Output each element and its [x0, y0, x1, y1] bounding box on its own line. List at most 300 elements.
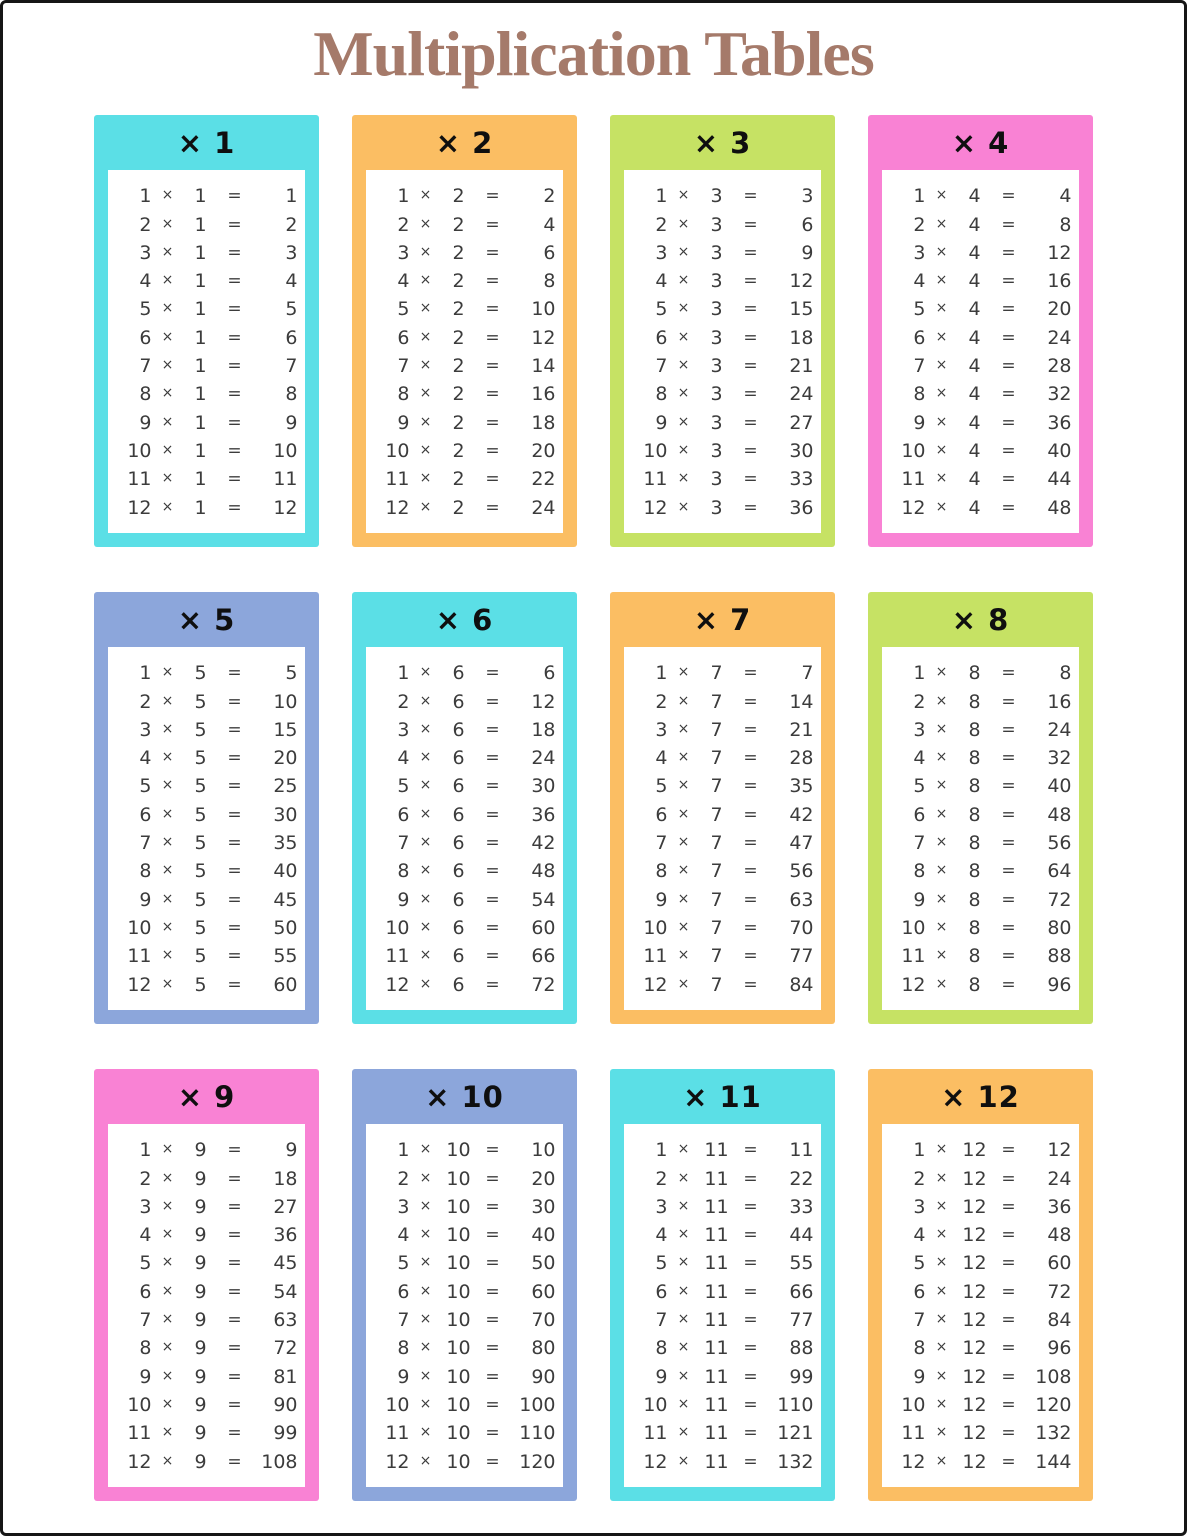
multiplicand: 11	[901, 945, 926, 968]
equation-row	[882, 324, 1079, 352]
multiplier: 7	[710, 747, 723, 770]
equation-row	[624, 437, 821, 465]
multiplier: 2	[452, 213, 465, 236]
multiplier: 7	[710, 860, 723, 883]
table-card-x4	[868, 115, 1093, 547]
times-symbol: ×	[935, 328, 948, 345]
card-panel	[624, 1124, 821, 1487]
times-symbol: ×	[161, 300, 174, 317]
equation-row	[366, 716, 563, 744]
equals-symbol: =	[1001, 691, 1016, 712]
multiplier: 12	[962, 1337, 987, 1360]
product: 132	[1035, 1422, 1072, 1445]
multiplicand: 1	[397, 1139, 410, 1162]
equation-row	[882, 772, 1079, 800]
product: 28	[1047, 355, 1072, 378]
product: 9	[285, 1139, 298, 1162]
multiplier: 3	[710, 213, 723, 236]
equation-row	[108, 295, 305, 323]
multiplicand: 12	[643, 1450, 668, 1473]
product: 35	[273, 832, 298, 855]
equation-row	[624, 1249, 821, 1277]
equals-symbol: =	[227, 412, 242, 433]
product: 84	[1047, 1309, 1072, 1332]
multiplicand: 2	[139, 1167, 152, 1190]
multiplicand: 5	[397, 775, 410, 798]
product: 12	[789, 270, 814, 293]
equals-symbol: =	[485, 1253, 500, 1274]
times-symbol: ×	[161, 1226, 174, 1243]
multiplier: 1	[194, 355, 207, 378]
product: 40	[273, 860, 298, 883]
multiplicand: 10	[127, 916, 152, 939]
equation-row	[108, 437, 305, 465]
times-symbol: ×	[419, 918, 432, 935]
multiplicand: 2	[139, 213, 152, 236]
multiplier: 2	[452, 439, 465, 462]
equation-row	[624, 182, 821, 210]
product: 21	[789, 718, 814, 741]
multiplier: 10	[446, 1167, 471, 1190]
multiplier: 4	[968, 411, 981, 434]
product: 20	[531, 439, 556, 462]
product: 20	[531, 1167, 556, 1190]
card-title: × 8	[951, 602, 1010, 637]
equation-row	[624, 1193, 821, 1221]
equation-row	[624, 829, 821, 857]
multiplicand: 4	[655, 747, 668, 770]
times-symbol: ×	[677, 300, 690, 317]
product: 30	[531, 1195, 556, 1218]
equation-row	[624, 324, 821, 352]
equals-symbol: =	[743, 412, 758, 433]
equals-symbol: =	[743, 1253, 758, 1274]
equation-row	[882, 687, 1079, 715]
times-symbol: ×	[161, 834, 174, 851]
equals-symbol: =	[485, 440, 500, 461]
product: 30	[531, 775, 556, 798]
multiplicand: 5	[397, 1252, 410, 1275]
equation-row	[108, 1278, 305, 1306]
multiplier: 9	[194, 1309, 207, 1332]
times-symbol: ×	[935, 357, 948, 374]
product: 47	[789, 832, 814, 855]
product: 4	[285, 270, 298, 293]
equals-symbol: =	[743, 1281, 758, 1302]
equals-symbol: =	[743, 946, 758, 967]
multiplicand: 5	[139, 775, 152, 798]
multiplier: 8	[968, 718, 981, 741]
multiplier: 12	[962, 1309, 987, 1332]
equals-symbol: =	[1001, 186, 1016, 207]
product: 45	[273, 888, 298, 911]
multiplier: 4	[968, 213, 981, 236]
product: 15	[273, 718, 298, 741]
equals-symbol: =	[743, 974, 758, 995]
multiplicand: 6	[397, 803, 410, 826]
times-symbol: ×	[419, 272, 432, 289]
times-symbol: ×	[161, 890, 174, 907]
times-symbol: ×	[935, 1367, 948, 1384]
equals-symbol: =	[1001, 1310, 1016, 1331]
equation-row	[108, 716, 305, 744]
times-symbol: ×	[677, 413, 690, 430]
product: 16	[531, 383, 556, 406]
product: 30	[273, 803, 298, 826]
equation-row	[624, 210, 821, 238]
equation-row	[624, 1419, 821, 1447]
multiplier: 6	[452, 775, 465, 798]
multiplicand: 4	[139, 1224, 152, 1247]
equation-row	[624, 687, 821, 715]
table-card-x3	[610, 115, 835, 547]
equation-row	[882, 970, 1079, 998]
equals-symbol: =	[485, 412, 500, 433]
multiplier: 4	[968, 355, 981, 378]
equation-row	[366, 1306, 563, 1334]
multiplier: 6	[452, 662, 465, 685]
equation-row	[882, 801, 1079, 829]
times-symbol: ×	[419, 834, 432, 851]
multiplier: 5	[194, 916, 207, 939]
times-symbol: ×	[677, 1254, 690, 1271]
product: 121	[777, 1422, 814, 1445]
product: 11	[273, 468, 298, 491]
product: 45	[273, 1252, 298, 1275]
equals-symbol: =	[227, 889, 242, 910]
multiplicand: 4	[913, 270, 926, 293]
equation-row	[108, 801, 305, 829]
multiplicand: 6	[913, 326, 926, 349]
equals-symbol: =	[743, 748, 758, 769]
equals-symbol: =	[743, 861, 758, 882]
multiplicand: 2	[913, 213, 926, 236]
equation-row	[624, 1164, 821, 1192]
equals-symbol: =	[1001, 833, 1016, 854]
product: 7	[285, 355, 298, 378]
product: 12	[1047, 1139, 1072, 1162]
product: 16	[1047, 270, 1072, 293]
multiplicand: 4	[913, 747, 926, 770]
times-symbol: ×	[419, 1169, 432, 1186]
product: 24	[1047, 1167, 1072, 1190]
product: 36	[531, 803, 556, 826]
multiplicand: 8	[139, 1337, 152, 1360]
equals-symbol: =	[485, 356, 500, 377]
card-panel	[108, 1124, 305, 1487]
multiplier: 12	[962, 1167, 987, 1190]
times-symbol: ×	[935, 1226, 948, 1243]
multiplier: 8	[968, 832, 981, 855]
times-symbol: ×	[935, 300, 948, 317]
equation-row	[882, 437, 1079, 465]
multiplicand: 8	[655, 383, 668, 406]
product: 8	[543, 270, 556, 293]
multiplicand: 8	[139, 383, 152, 406]
times-symbol: ×	[935, 498, 948, 515]
equals-symbol: =	[1001, 271, 1016, 292]
product: 15	[789, 298, 814, 321]
multiplier: 8	[968, 973, 981, 996]
multiplicand: 8	[397, 383, 410, 406]
equals-symbol: =	[743, 242, 758, 263]
multiplicand: 3	[139, 241, 152, 264]
multiplicand: 1	[397, 185, 410, 208]
product: 50	[273, 916, 298, 939]
equals-symbol: =	[227, 917, 242, 938]
times-symbol: ×	[161, 777, 174, 794]
times-symbol: ×	[161, 862, 174, 879]
multiplicand: 4	[655, 1224, 668, 1247]
multiplicand: 6	[139, 803, 152, 826]
times-symbol: ×	[161, 1197, 174, 1214]
multiplicand: 11	[127, 1422, 152, 1445]
product: 40	[1047, 775, 1072, 798]
product: 36	[789, 496, 814, 519]
card-title: × 7	[693, 602, 752, 637]
product: 120	[1035, 1393, 1072, 1416]
times-symbol: ×	[161, 918, 174, 935]
multiplier: 8	[968, 888, 981, 911]
product: 12	[273, 496, 298, 519]
equation-row	[366, 1362, 563, 1390]
times-symbol: ×	[935, 1169, 948, 1186]
product: 99	[273, 1422, 298, 1445]
equation-row	[366, 1249, 563, 1277]
multiplier: 10	[446, 1422, 471, 1445]
product: 25	[273, 775, 298, 798]
multiplicand: 1	[913, 1139, 926, 1162]
multiplicand: 12	[901, 973, 926, 996]
product: 120	[519, 1450, 556, 1473]
equals-symbol: =	[743, 663, 758, 684]
equals-symbol: =	[227, 356, 242, 377]
equation-row	[624, 1391, 821, 1419]
multiplicand: 6	[397, 1280, 410, 1303]
product: 10	[531, 1139, 556, 1162]
equation-row	[366, 1136, 563, 1164]
equals-symbol: =	[227, 271, 242, 292]
equals-symbol: =	[1001, 1225, 1016, 1246]
equals-symbol: =	[743, 440, 758, 461]
equation-row	[882, 295, 1079, 323]
equals-symbol: =	[1001, 497, 1016, 518]
table-card-x5	[94, 592, 319, 1024]
times-symbol: ×	[677, 441, 690, 458]
times-symbol: ×	[935, 470, 948, 487]
multiplicand: 8	[913, 383, 926, 406]
product: 2	[285, 213, 298, 236]
card-panel	[624, 647, 821, 1010]
equation-row	[366, 408, 563, 436]
multiplicand: 9	[397, 888, 410, 911]
times-symbol: ×	[935, 385, 948, 402]
times-symbol: ×	[161, 215, 174, 232]
multiplier: 5	[194, 803, 207, 826]
card-panel	[882, 647, 1079, 1010]
product: 64	[1047, 860, 1072, 883]
multiplicand: 2	[397, 213, 410, 236]
equals-symbol: =	[485, 186, 500, 207]
multiplier: 7	[710, 832, 723, 855]
equation-row	[882, 239, 1079, 267]
multiplicand: 7	[139, 1309, 152, 1332]
equals-symbol: =	[485, 1310, 500, 1331]
equation-row	[366, 437, 563, 465]
multiplicand: 9	[139, 888, 152, 911]
equation-row	[882, 465, 1079, 493]
times-symbol: ×	[161, 187, 174, 204]
equals-symbol: =	[485, 1423, 500, 1444]
product: 18	[273, 1167, 298, 1190]
times-symbol: ×	[419, 1282, 432, 1299]
multiplicand: 7	[913, 832, 926, 855]
card-title: × 4	[951, 125, 1010, 160]
times-symbol: ×	[677, 720, 690, 737]
times-symbol: ×	[161, 413, 174, 430]
times-symbol: ×	[677, 692, 690, 709]
times-symbol: ×	[419, 1141, 432, 1158]
product: 14	[531, 355, 556, 378]
times-symbol: ×	[935, 947, 948, 964]
multiplicand: 2	[913, 690, 926, 713]
times-symbol: ×	[419, 1197, 432, 1214]
product: 84	[789, 973, 814, 996]
times-symbol: ×	[677, 890, 690, 907]
equation-row	[882, 210, 1079, 238]
equation-row	[882, 1391, 1079, 1419]
times-symbol: ×	[161, 243, 174, 260]
equals-symbol: =	[485, 974, 500, 995]
multiplicand: 3	[139, 1195, 152, 1218]
multiplicand: 2	[139, 690, 152, 713]
times-symbol: ×	[161, 664, 174, 681]
multiplier: 8	[968, 945, 981, 968]
multiplier: 11	[704, 1224, 729, 1247]
times-symbol: ×	[419, 413, 432, 430]
multiplier: 10	[446, 1252, 471, 1275]
equals-symbol: =	[485, 804, 500, 825]
product: 77	[789, 1309, 814, 1332]
times-symbol: ×	[935, 1141, 948, 1158]
equation-row	[624, 295, 821, 323]
product: 9	[801, 241, 814, 264]
times-symbol: ×	[677, 749, 690, 766]
card-panel	[366, 647, 563, 1010]
equals-symbol: =	[227, 469, 242, 490]
multiplicand: 11	[385, 468, 410, 491]
equation-row	[366, 465, 563, 493]
multiplier: 12	[962, 1195, 987, 1218]
product: 44	[789, 1224, 814, 1247]
product: 8	[1059, 662, 1072, 685]
multiplier: 4	[968, 241, 981, 264]
multiplicand: 10	[901, 439, 926, 462]
equation-row	[624, 239, 821, 267]
equals-symbol: =	[227, 1310, 242, 1331]
times-symbol: ×	[419, 862, 432, 879]
multiplier: 10	[446, 1393, 471, 1416]
equals-symbol: =	[1001, 299, 1016, 320]
multiplicand: 5	[397, 298, 410, 321]
product: 81	[273, 1365, 298, 1388]
equals-symbol: =	[1001, 469, 1016, 490]
product: 100	[519, 1393, 556, 1416]
times-symbol: ×	[935, 749, 948, 766]
equation-row	[882, 1164, 1079, 1192]
times-symbol: ×	[677, 385, 690, 402]
times-symbol: ×	[935, 1424, 948, 1441]
equals-symbol: =	[485, 1394, 500, 1415]
multiplicand: 11	[643, 468, 668, 491]
equation-row	[108, 687, 305, 715]
multiplicand: 4	[397, 1224, 410, 1247]
multiplier: 10	[446, 1309, 471, 1332]
equation-row	[624, 772, 821, 800]
multiplicand: 1	[913, 185, 926, 208]
multiplier: 12	[962, 1280, 987, 1303]
equals-symbol: =	[485, 889, 500, 910]
equals-symbol: =	[227, 214, 242, 235]
equals-symbol: =	[743, 384, 758, 405]
multiplier: 8	[968, 775, 981, 798]
multiplicand: 4	[139, 270, 152, 293]
product: 70	[531, 1309, 556, 1332]
multiplicand: 1	[397, 662, 410, 685]
multiplicand: 4	[655, 270, 668, 293]
product: 27	[273, 1195, 298, 1218]
multiplicand: 1	[655, 185, 668, 208]
product: 3	[285, 241, 298, 264]
product: 54	[273, 1280, 298, 1303]
product: 21	[789, 355, 814, 378]
equals-symbol: =	[743, 719, 758, 740]
times-symbol: ×	[161, 357, 174, 374]
card-panel	[108, 647, 305, 1010]
product: 80	[531, 1337, 556, 1360]
multiplicand: 12	[127, 973, 152, 996]
equals-symbol: =	[1001, 327, 1016, 348]
equation-row	[366, 239, 563, 267]
times-symbol: ×	[677, 947, 690, 964]
multiplicand: 2	[655, 213, 668, 236]
multiplier: 6	[452, 945, 465, 968]
equals-symbol: =	[743, 1394, 758, 1415]
product: 5	[285, 298, 298, 321]
multiplier: 10	[446, 1450, 471, 1473]
multiplier: 11	[704, 1167, 729, 1190]
multiplier: 12	[962, 1252, 987, 1275]
multiplicand: 10	[127, 439, 152, 462]
multiplicand: 1	[139, 185, 152, 208]
multiplier: 12	[962, 1224, 987, 1247]
equation-row	[624, 1221, 821, 1249]
times-symbol: ×	[161, 1282, 174, 1299]
multiplier: 5	[194, 775, 207, 798]
multiplicand: 5	[655, 298, 668, 321]
equals-symbol: =	[485, 776, 500, 797]
equals-symbol: =	[227, 974, 242, 995]
multiplier: 6	[452, 690, 465, 713]
equals-symbol: =	[1001, 889, 1016, 910]
multiplier: 11	[704, 1337, 729, 1360]
equals-symbol: =	[227, 663, 242, 684]
equation-row	[882, 857, 1079, 885]
times-symbol: ×	[161, 975, 174, 992]
equals-symbol: =	[227, 748, 242, 769]
equation-row	[108, 267, 305, 295]
equals-symbol: =	[227, 327, 242, 348]
